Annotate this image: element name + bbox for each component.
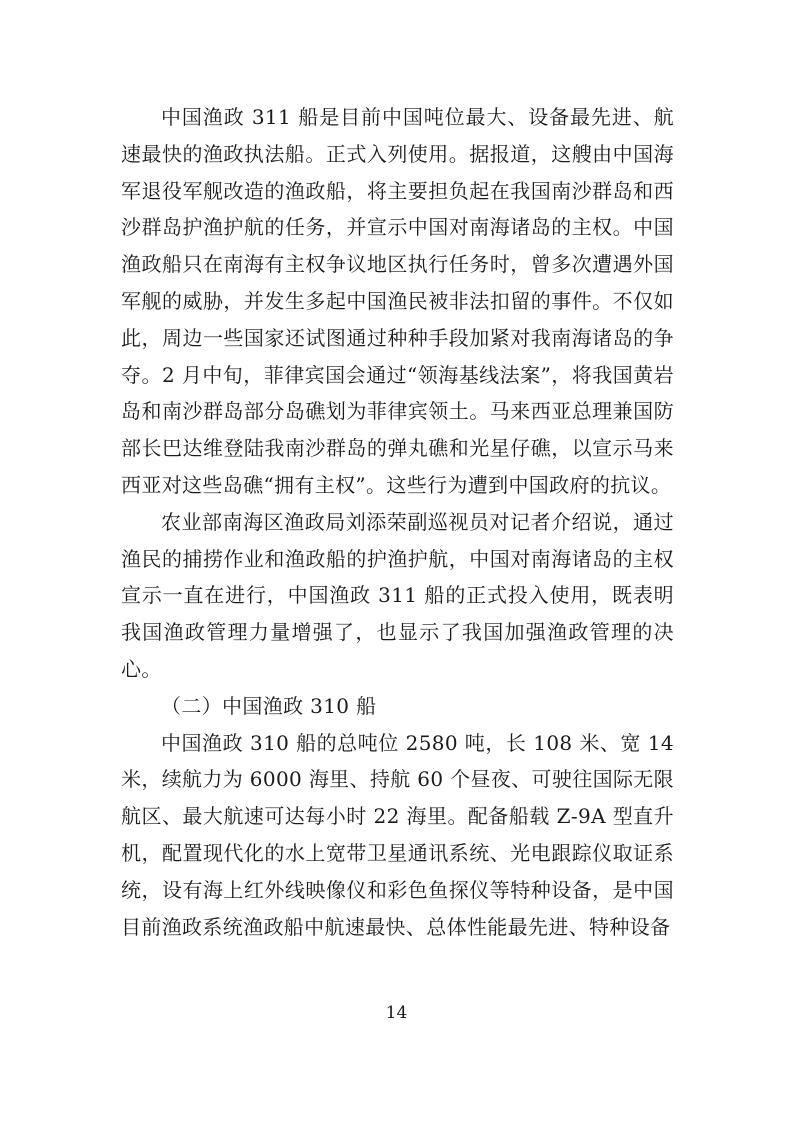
paragraph-yuzheng-310-specs: 中国渔政 310 船的总吨位 2580 吨，长 108 米、宽 14 米，续航力为 6000 海里、持航 60 个昼夜、可驶往国际无限航区、最大航速可达每小时 22 海里。配备船载 Z-9A 型直升机，配置现代化的水上宽带卫星通讯系统、光电跟踪仪取证系统，设有海上红外线映像仪和彩色鱼探仪等特种设备，是中国目前渔政系统渔政船中航速最快、总体性能最先进、特种设备 xyxy=(121,730,674,939)
section-heading-yuzheng-310: （二）中国渔政 310 船 xyxy=(161,693,377,718)
page-number: 14 xyxy=(385,1003,408,1023)
paragraph-official-statement: 农业部南海区渔政局刘添荣副巡视员对记者介绍说，通过渔民的捕捞作业和渔政船的护渔护航，中国对南海诸岛的主权宣示一直在进行，中国渔政 311 船的正式投入使用，既表明我国渔政管理力量增强了，也显示了我国加强渔政管理的决心。 xyxy=(121,509,674,681)
document-body xyxy=(121,99,674,945)
paragraph-yuzheng-311-intro: 中国渔政 311 船是目前中国吨位最大、设备最先进、航速最快的渔政执法船。正式入列使用。据报道，这艘由中国海军退役军舰改造的渔政船，将主要担负起在我国南沙群岛和西沙群岛护渔护航的任务，并宣示中国对南海诸岛的主权。中国渔政船只在南海有主权争议地区执行任务时，曾多次遭遇外国军舰的威胁，并发生多起中国渔民被非法扣留的事件。不仅如此，周边一些国家还试图通过种种手段加紧对我南海诸岛的争夺。2 月中旬，菲律宾国会通过“领海基线法案”，将我国黄岩岛和南沙群岛部分岛礁划为菲律宾领土。马来西亚总理兼国防部长巴达维登陆我南沙群岛的弹丸礁和光星仔礁，以宣示马来西亚对这些岛礁“拥有主权”。这些行为遭到中国政府的抗议。 xyxy=(121,105,674,497)
